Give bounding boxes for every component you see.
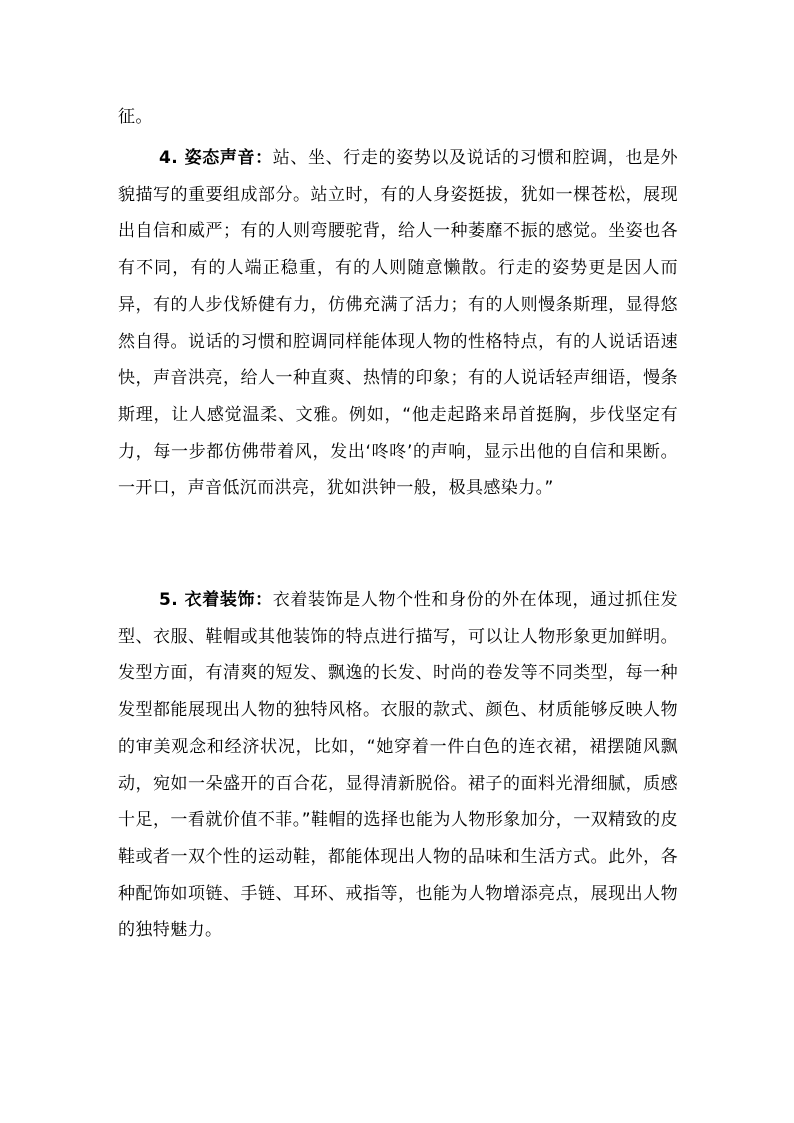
paragraph-body-clothing: 衣着装饰是人物个性和身份的外在体现，通过抓住发型、衣服、鞋帽或其他装饰的特点进行描写，可以让人物形象更加鲜明。发型方面，有清爽的短发、飘逸的长发、时尚的卷发等不同类型，每一种发型都能展现出人物的独特风格。衣服的款式、颜色、材质能够反映人物的审美观念和经济状况，比如，“她穿着一件白色的连衣裙，裙摆随风飘动，宛如一朵盛开的百合花，显得清新脱俗。裙子的面料光滑细腻，质感十足，一看就价值不菲。”鞋帽的选择也能为人物形象加分，一双精致的皮鞋或者一双个性的运动鞋，都能体现出人物的品味和生活方式。此外，各种配饰如项链、手链、耳环、戒指等，也能为人物增添亮点，展现出人物的独特魅力。 xyxy=(118,590,679,941)
paragraph-posture-voice xyxy=(118,140,678,507)
paragraph-clothing xyxy=(118,582,678,949)
paragraph-heading-posture-voice: 4. 姿态声音： xyxy=(159,148,273,168)
paragraph-heading-clothing: 5. 衣着装饰： xyxy=(159,590,273,610)
paragraph-body-posture-voice: 站、坐、行走的姿势以及说话的习惯和腔调，也是外貌描写的重要组成部分。站立时，有的人身姿挺拔，犹如一棵苍松，展现出自信和威严；有的人则弯腰驼背，给人一种萎靡不振的感觉。坐姿也各有不同，有的人端正稳重，有的人则随意懒散。行走的姿势更是因人而异，有的人步伐矫健有力，仿佛充满了活力；有的人则慢条斯理，显得悠然自得。说话的习惯和腔调同样能体现人物的性格特点，有的人说话语速快，声音洪亮，给人一种直爽、热情的印象；有的人说话轻声细语，慢条斯理，让人感觉温柔、文雅。例如，“他走起路来昂首挺胸，步伐坚定有力，每一步都仿佛带着风，发出‘咚咚’的声响，显示出他的自信和果断。一开口，声音低沉而洪亮，犹如洪钟一般，极具感染力。” xyxy=(118,148,679,499)
paragraph-carry-over: 征。 xyxy=(118,107,153,127)
